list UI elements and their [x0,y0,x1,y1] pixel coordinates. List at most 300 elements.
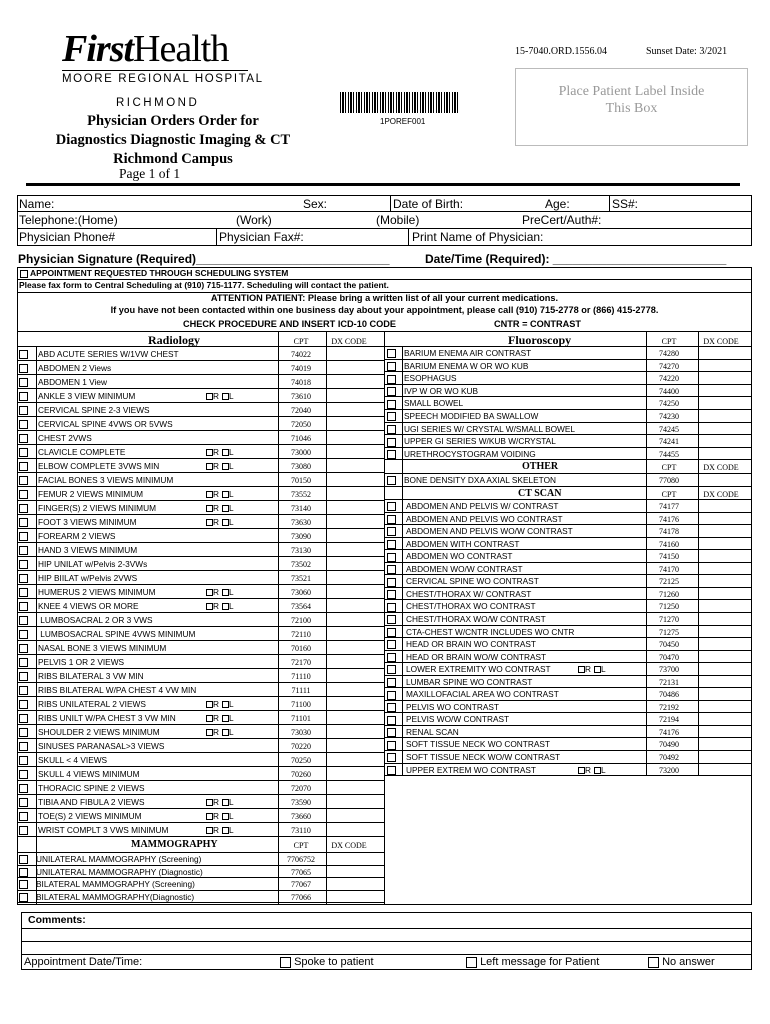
radiology-item-label: RIBS BILATERAL 3 VW MIN [38,671,144,681]
right-checkbox[interactable] [206,505,213,512]
laterality-selector[interactable] [206,796,234,808]
radiology-row-line [17,668,384,669]
laterality-selector[interactable] [206,460,234,472]
radiology-row-finger-s-2-views-minimum[interactable] [19,502,156,514]
right-checkbox[interactable] [206,729,213,736]
appt-scheduling-option[interactable] [20,268,288,278]
laterality-selector[interactable] [206,810,234,822]
ct-row-line [384,524,752,525]
laterality-selector[interactable] [206,712,234,724]
ct-item-label: LOWER EXTREMITY WO CONTRAST [406,664,551,675]
right-label: R [213,727,219,737]
radiology-row-ribs-bilateral-w-pa-chest-4-vw-min[interactable] [19,684,196,696]
fluoroscopy-row-barium-enema-w-or-wo-kub[interactable] [387,360,528,372]
fluoroscopy-checkbox[interactable] [387,387,396,396]
mammography-cpt-code: 7706752 [287,855,315,864]
laterality-selector[interactable] [206,390,234,402]
mammography-checkbox[interactable] [19,855,28,864]
radiology-row-abdomen-2-views[interactable] [19,362,111,374]
radiology-item-label: CERVICAL SPINE 2-3 VIEWS [38,405,150,415]
no-answer-checkbox[interactable] [648,957,659,968]
ct-checkbox[interactable] [387,753,396,762]
ct-row-head-or-brain-wo-w-contrast[interactable] [387,651,546,663]
fluoroscopy-checkbox[interactable] [387,349,396,358]
radiology-checkbox[interactable] [19,350,28,359]
radiology-checkbox[interactable] [19,700,28,709]
ct-checkbox[interactable] [387,527,396,536]
radiology-row-lumbosacral-2-or-3-vws[interactable] [19,614,153,626]
fluoroscopy-row-speech-modified-ba-swallow[interactable] [387,410,538,422]
radiology-cpt-code: 73590 [291,798,311,807]
radiology-row-ribs-unilateral-2-views[interactable] [19,698,146,710]
other-cpt-code: 77080 [659,476,679,485]
radiology-item-label: FINGER(S) 2 VIEWS MINIMUM [38,503,156,513]
ct-row-line [384,737,752,738]
right-checkbox[interactable] [578,767,585,774]
laterality-selector[interactable] [206,824,234,836]
radiology-checkbox[interactable] [19,812,28,821]
radiology-row-skull-4-views[interactable] [19,754,107,766]
ct-row-abdomen-and-pelvis-w-contrast[interactable] [387,500,558,512]
mammography-checkbox[interactable] [19,893,28,902]
radiology-checkbox[interactable] [19,784,28,793]
ct-row-maxillofacial-area-wo-contrast[interactable] [387,688,559,700]
fluoroscopy-row-ivp-w-or-wo-kub[interactable] [387,385,478,397]
ct-checkbox[interactable] [387,603,396,612]
radiology-item-label: SHOULDER 2 VIEWS MINIMUM [38,727,160,737]
ct-checkbox[interactable] [387,640,396,649]
radiology-row-toe-s-2-views-minimum[interactable] [19,810,142,822]
mammography-row-bilateral-mammography-screening[interactable] [19,878,195,890]
ct-cpt-code: 73700 [659,665,679,675]
physician-phone-field[interactable]: Physician Phone# [19,230,116,244]
spoke-option[interactable] [280,956,374,968]
radiology-row-thoracic-spine-2-views[interactable] [19,782,145,794]
right-label: R [213,713,219,723]
ct-item-label: SOFT TISSUE NECK WO CONTRAST [406,739,550,750]
right-label: R [213,503,219,513]
radiology-row-facial-bones-3-views-minimum[interactable] [19,474,173,486]
contact-notice: If you have not been contacted within one business day about your appointment, please call (910) 715-2778 or (866) 415-2778. [110,305,659,315]
ct-cpt-code: 73200 [659,765,679,775]
left-checkbox[interactable] [222,813,229,820]
left-checkbox[interactable] [222,519,229,526]
radiology-checkbox[interactable] [19,364,28,373]
radiology-checkbox[interactable] [19,588,28,597]
patient-label-box: Place Patient Label Inside This Box [515,68,748,146]
ct-item-label: CHEST/THORAX WO CONTRAST [406,601,536,612]
radiology-row-forearm-2-views[interactable] [19,530,115,542]
fluoroscopy-row-urethrocystogram-voiding[interactable] [387,448,536,460]
radiology-checkbox[interactable] [19,560,28,569]
ct-checkbox[interactable] [387,502,396,511]
fluoroscopy-dx-heading: DX CODE [703,337,739,346]
laterality-selector[interactable] [206,586,234,598]
radiology-row-sinuses-paranasal-3-views[interactable] [19,740,164,752]
ct-row-head-or-brain-wo-contrast[interactable] [387,638,536,650]
fluoroscopy-checkbox[interactable] [387,425,396,434]
left-checkbox[interactable] [594,767,601,774]
radiology-checkbox[interactable] [19,434,28,443]
radiology-row-pelvis-1-or-2-views[interactable] [19,656,124,668]
fax-notice: Please fax form to Central Scheduling at (910) 715-1177. Scheduling will contact the patient. [19,280,389,290]
right-checkbox[interactable] [206,519,213,526]
radiology-checkbox[interactable] [19,742,28,751]
radiology-row-line [17,696,384,697]
other-checkbox[interactable] [387,476,396,485]
page-number: Page 1 of 1 [119,166,181,181]
barcode [340,92,460,113]
ss-field[interactable]: SS#: [612,197,639,211]
right-checkbox[interactable] [206,463,213,470]
laterality-selector[interactable] [206,726,234,738]
ct-checkbox[interactable] [387,628,396,637]
right-checkbox[interactable] [206,715,213,722]
ct-checkbox[interactable] [387,766,396,775]
radiology-row-cervical-spine-2-3-views[interactable] [19,404,150,416]
radiology-checkbox[interactable] [19,546,28,555]
left-checkbox[interactable] [222,827,229,834]
radiology-checkbox[interactable] [19,658,28,667]
ct-checkbox[interactable] [387,553,396,562]
radiology-row-line [17,794,384,795]
radiology-checkbox[interactable] [19,420,28,429]
left-checkbox[interactable] [222,701,229,708]
datetime-field[interactable]: Date/Time (Required): __________________________ [425,252,727,266]
radiology-checkbox[interactable] [19,574,28,583]
ct-row-line [384,625,752,626]
radiology-row-line [17,472,384,473]
laterality-selector[interactable] [206,488,234,500]
fluoroscopy-row-upper-gi-series-w-kub-w-crystal[interactable] [387,435,556,447]
ct-item-label: LUMBAR SPINE WO CONTRAST [406,676,533,687]
ct-checkbox[interactable] [387,615,396,624]
radiology-row-shoulder-2-views-minimum[interactable] [19,726,160,738]
appt-datetime-field[interactable]: Appointment Date/Time: [24,956,143,968]
fluoroscopy-checkbox[interactable] [387,362,396,371]
ct-item-label: PELVIS WO/W CONTRAST [406,714,510,725]
ct-checkbox[interactable] [387,578,396,587]
fluoroscopy-row-barium-enema-air-contrast[interactable] [387,347,531,359]
radiology-row-clavicle-complete[interactable] [19,446,125,458]
title-line-3: Richmond Campus [113,151,233,167]
right-checkbox[interactable] [578,666,585,673]
radiology-checkbox[interactable] [19,826,28,835]
radiology-checkbox[interactable] [19,728,28,737]
radiology-checkbox[interactable] [19,756,28,765]
title-line-2: Diagnostics Diagnostic Imaging & CT [55,132,291,148]
right-checkbox[interactable] [206,701,213,708]
fluoroscopy-item-label: UPPER GI SERIES W/KUB W/CRYSTAL [404,436,556,447]
ct-checkbox[interactable] [387,540,396,549]
left-checkbox[interactable] [222,715,229,722]
right-check-column-line [402,346,403,775]
radiology-row-line [17,402,384,403]
no-answer-label: No answer [662,956,715,968]
fluoroscopy-item-label: IVP W OR WO KUB [404,385,479,396]
mammography-row-unilateral-mammography-screening[interactable] [19,853,201,865]
right-checkbox[interactable] [206,589,213,596]
left-checkbox[interactable] [222,491,229,498]
ct-row-line [384,700,752,701]
ct-item-label: ABDOMEN AND PELVIS W/ CONTRAST [406,501,559,511]
radiology-row-tibia-and-fibula-2-views[interactable] [19,796,145,808]
ct-row-soft-tissue-neck-wo-w-contrast[interactable] [387,751,560,763]
radiology-cpt-code: 73660 [291,812,311,821]
laterality-selector[interactable] [206,698,234,710]
spoke-checkbox[interactable] [280,957,291,968]
fluoroscopy-row-line [384,434,752,435]
left-checkbox[interactable] [222,729,229,736]
mammography-row-unilateral-mammography-diagnostic[interactable] [19,866,203,878]
radiology-row-chest-2vws[interactable] [19,432,92,444]
radiology-row-lumbosacral-spine-4vws-minimum[interactable] [19,628,195,640]
radiology-cpt-code: 72070 [291,784,311,793]
laterality-selector[interactable] [206,516,234,528]
ct-checkbox[interactable] [387,741,396,750]
radiology-item-label: RIBS UNILATERAL 2 VIEWS [38,699,146,709]
radiology-checkbox[interactable] [19,532,28,541]
left-message-option[interactable] [466,956,599,968]
ct-checkbox[interactable] [387,590,396,599]
radiology-checkbox[interactable] [19,798,28,807]
radiology-row-skull-4-views-minimum[interactable] [19,768,140,780]
radiology-checkbox[interactable] [19,602,28,611]
radiology-row-line [17,738,384,739]
ct-row-lower-extremity-wo-contrast[interactable] [387,663,551,675]
right-label: R [213,797,219,807]
fluoroscopy-item-label: BARIUM ENEMA W OR WO KUB [404,360,529,371]
fluoroscopy-item-label: UGI SERIES W/ CRYSTAL W/SMALL BOWEL [404,423,576,434]
left-checkbox[interactable] [222,589,229,596]
radiology-cpt-code: 73090 [291,532,311,541]
radiology-item-label: FOREARM 2 VIEWS [38,531,116,541]
ct-row-chest-thorax-wo-contrast[interactable] [387,600,536,612]
right-cpt-column-line [646,331,647,775]
laterality-selector[interactable] [206,600,234,612]
radiology-cpt-code: 74022 [291,350,311,359]
radiology-item-label: KNEE 4 VIEWS OR MORE [38,601,139,611]
radiology-item-label: ABDOMEN 1 View [38,377,108,387]
mammography-row-bilateral-mammography-diagnostic[interactable] [19,891,194,903]
hospital-location: RICHMOND [116,97,200,109]
mammography-checkbox[interactable] [19,868,28,877]
mammography-cpt-code: 77065 [291,867,311,877]
fluoroscopy-checkbox[interactable] [387,375,396,384]
radiology-row-abdomen-1-view[interactable] [19,376,107,388]
left-checkbox[interactable] [594,666,601,673]
other-header-line [384,473,752,474]
ct-row-renal-scan[interactable] [387,726,459,738]
sex-field[interactable]: Sex: [303,197,328,211]
radiology-row-line [17,500,384,501]
left-checkbox[interactable] [222,603,229,610]
radiology-row-cervical-spine-4vws-or-5vws[interactable] [19,418,173,430]
ct-row-pelvis-wo-w-contrast[interactable] [387,713,509,725]
fluoroscopy-item-label: URETHROCYSTOGRAM VOIDING [404,448,536,459]
right-checkbox[interactable] [206,603,213,610]
radiology-checkbox[interactable] [19,392,28,401]
mammography-checkbox[interactable] [19,880,28,889]
right-label: R [213,489,219,499]
left-checkbox[interactable] [222,449,229,456]
radiology-row-humerus-2-views-minimum[interactable] [19,586,156,598]
radiology-checkbox[interactable] [19,448,28,457]
ct-row-pelvis-wo-contrast[interactable] [387,701,499,713]
right-checkbox[interactable] [206,813,213,820]
left-checkbox[interactable] [222,393,229,400]
ct-row-abdomen-wo-contrast[interactable] [387,550,512,562]
left-message-checkbox[interactable] [466,957,477,968]
radiology-checkbox[interactable] [19,686,28,695]
ct-row-abdomen-and-pelvis-wo-w-contrast[interactable] [387,525,573,537]
ct-row-abdomen-with-contrast[interactable] [387,538,519,550]
radiology-item-label: HIP UNILAT w/Pelvis 2-3VWs [38,559,148,569]
radiology-checkbox[interactable] [19,714,28,723]
radiology-row-abd-acute-series-w-1vw-chest[interactable] [19,348,179,360]
ct-checkbox[interactable] [387,728,396,737]
left-label: L [229,811,234,821]
radiology-item-label: LUMBOSACRAL 2 OR 3 VWS [38,615,153,625]
laterality-selector[interactable] [578,663,606,675]
right-label: R [213,699,219,709]
radiology-checkbox[interactable] [19,518,28,527]
right-checkbox[interactable] [206,449,213,456]
dob-field[interactable]: Date of Birth: [393,197,464,211]
radiology-checkbox[interactable] [19,504,28,513]
contrast-legend: CNTR = CONTRAST [494,319,582,329]
ct-cpt-code: 70492 [659,753,679,762]
radiology-row-ribs-bilateral-3-vw-min[interactable] [19,670,144,682]
fluoroscopy-heading: Fluoroscopy [508,333,572,347]
fluoroscopy-row-esophagus[interactable] [387,372,457,384]
ct-row-chest-thorax-w-contrast[interactable] [387,588,531,600]
laterality-selector[interactable] [578,764,606,776]
laterality-selector[interactable] [206,502,234,514]
ct-checkbox[interactable] [387,716,396,725]
fluoroscopy-checkbox[interactable] [387,400,396,409]
radiology-checkbox[interactable] [19,476,28,485]
radiology-checkbox[interactable] [19,490,28,499]
ct-row-cervical-spine-wo-contrast[interactable] [387,575,539,587]
radiology-row-line [17,528,384,529]
ct-row-cta-chest-w-cntr-includes-wo-cntr[interactable] [387,626,574,638]
ct-row-abdomen-and-pelvis-wo-contrast[interactable] [387,513,563,525]
left-checkbox[interactable] [222,799,229,806]
ct-checkbox[interactable] [387,565,396,574]
tel-home-field[interactable]: Telephone:(Home) [19,213,118,227]
radiology-checkbox[interactable] [19,462,28,471]
laterality-selector[interactable] [206,446,234,458]
ct-row-chest-thorax-wo-w-contrast[interactable] [387,613,546,625]
radiology-checkbox[interactable] [19,378,28,387]
radiology-checkbox[interactable] [19,616,28,625]
appt-checkbox[interactable] [20,270,28,278]
radiology-item-label: CHEST 2VWS [38,433,92,443]
left-checkbox[interactable] [222,505,229,512]
radiology-cpt-code: 70220 [291,742,311,751]
radiology-item-label: ABD ACUTE SERIES W/1VW CHEST [38,349,179,359]
precert-field[interactable]: PreCert/Auth#: [522,213,602,227]
right-checkbox[interactable] [206,491,213,498]
radiology-checkbox[interactable] [19,644,28,653]
fluoroscopy-row-ugi-series-w-crystal-w-small-bowel[interactable] [387,423,575,435]
radiology-row-hip-unilat-w-pelvis-2-3vws[interactable] [19,558,147,570]
tel-work-field[interactable]: (Work) [236,213,272,227]
radiology-row-ribs-unilt-w-pa-chest-3-vw-min[interactable] [19,712,176,724]
radiology-row-nasal-bone-3-views-minimum[interactable] [19,642,166,654]
form-number: 15-7040.ORD.1556.04 [515,46,607,57]
physician-signature-field[interactable]: Physician Signature (Required)_____________________________ [18,252,390,266]
physician-print-name-field[interactable]: Print Name of Physician: [412,230,544,244]
name-field[interactable]: Name: [19,197,55,211]
fluoroscopy-checkbox[interactable] [387,450,396,459]
ct-item-label: ABDOMEN AND PELVIS WO CONTRAST [406,513,563,524]
ct-cpt-code: 70490 [659,740,679,750]
age-field[interactable]: Age: [545,197,570,211]
radiology-checkbox[interactable] [19,630,28,639]
fluoroscopy-item-label: SPEECH MODIFIED BA SWALLOW [404,411,539,421]
radiology-cpt-code: 72170 [291,658,311,667]
radiology-item-label: HIP BIILAT w/Pelvis 2VWS [38,573,138,583]
fluoroscopy-checkbox[interactable] [387,412,396,421]
right-checkbox[interactable] [206,827,213,834]
radiology-item-label: SKULL < 4 VIEWS [38,755,108,765]
ct-cpt-code: 74150 [659,552,679,562]
right-label: R [213,517,219,527]
fluoroscopy-row-small-bowel[interactable] [387,397,463,409]
ct-checkbox[interactable] [387,515,396,524]
appt-label: APPOINTMENT REQUESTED THROUGH SCHEDULING SYSTEM [30,268,289,278]
ct-row-upper-extrem-wo-contrast[interactable] [387,764,536,776]
ct-row-abdomen-wo-w-contrast[interactable] [387,563,523,575]
radiology-row-elbow-complete-3vws-min[interactable] [19,460,159,472]
sunset-date: Sunset Date: 3/2021 [646,46,728,57]
ct-row-soft-tissue-neck-wo-contrast[interactable] [387,738,550,750]
ct-checkbox[interactable] [387,653,396,662]
left-checkbox[interactable] [222,463,229,470]
radiology-cpt-code: 71046 [291,434,311,443]
radiology-heading: Radiology [148,333,201,347]
mammography-row-line [17,902,384,903]
radiology-row-femur-2-views-minimum[interactable] [19,488,143,500]
other-dx-input[interactable] [698,474,752,487]
other-row-bone-density-dxa-axial-skeleton[interactable] [387,474,556,486]
ct-checkbox[interactable] [387,678,396,687]
radiology-checkbox[interactable] [19,770,28,779]
radiology-row-line [17,360,384,361]
radiology-item-label: TIBIA AND FIBULA 2 VIEWS [38,797,145,807]
ct-checkbox[interactable] [387,665,396,674]
ct-checkbox[interactable] [387,703,396,712]
right-checkbox[interactable] [206,799,213,806]
no-answer-option[interactable] [648,956,715,968]
tel-mobile-field[interactable]: (Mobile) [376,213,420,227]
radiology-checkbox[interactable] [19,672,28,681]
physician-fax-field[interactable]: Physician Fax#: [219,230,304,244]
ct-checkbox[interactable] [387,691,396,700]
fluoroscopy-checkbox[interactable] [387,438,396,447]
ct-row-lumbar-spine-wo-contrast[interactable] [387,676,532,688]
mammography-cpt-heading: CPT [293,841,309,850]
right-checkbox[interactable] [206,393,213,400]
radiology-row-wrist-complt-3-vws-minimum[interactable] [19,824,168,836]
radiology-checkbox[interactable] [19,406,28,415]
mammography-item-label: UNILATERAL MAMMOGRAPHY (Screening) [36,854,202,864]
radiology-cpt-code: 71100 [291,700,311,709]
radiology-row-line [17,374,384,375]
mammography-dx-heading: DX CODE [331,841,367,850]
